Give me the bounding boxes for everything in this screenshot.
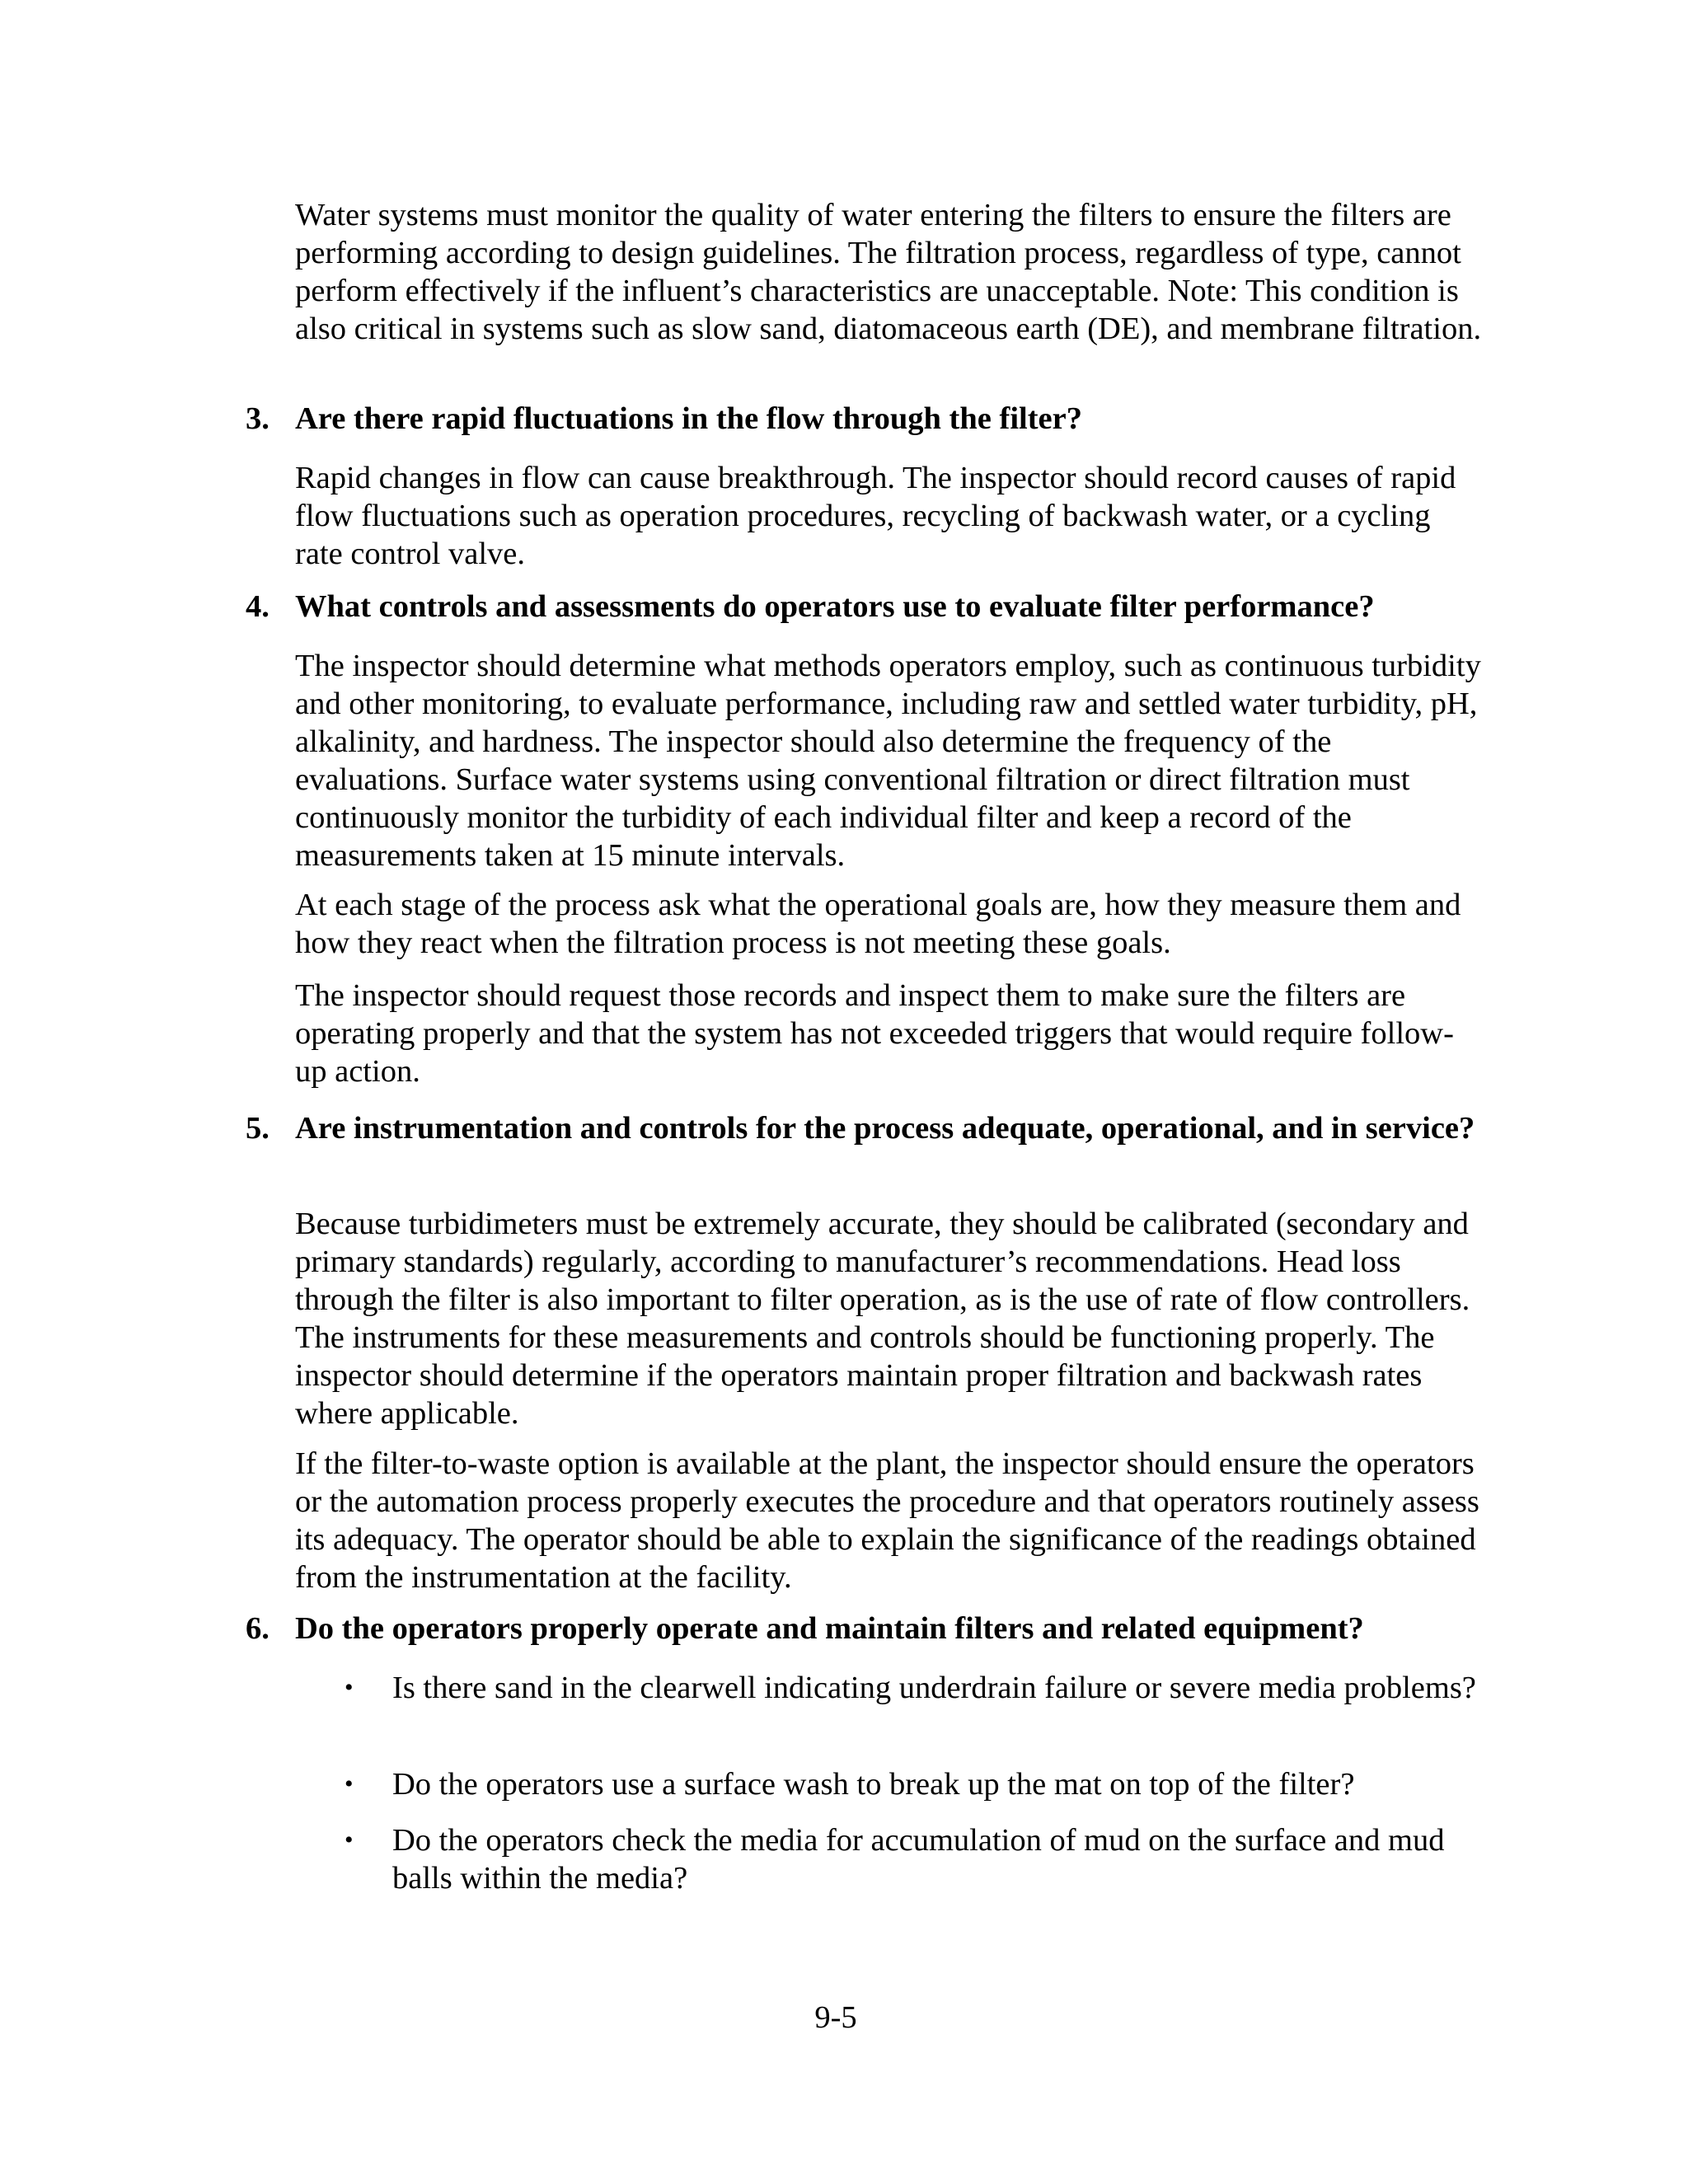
question-text: Do the operators properly operate and maintain filters and related equipment? <box>295 1611 1364 1646</box>
question-6-heading <box>246 1610 1482 1647</box>
list-item-text: Do the operators check the media for accumulation of mud on the surface and mud balls within the media? <box>392 1823 1445 1896</box>
question-4-paragraph-1: The inspector should determine what methods operators employ, such as continuous turbidity and other monitoring, to evaluate performance, including raw and settled water turbidity, pH, alkalinity, and hardness. The inspector should also determine the frequency of the evaluations. Surface water systems using conventional filtration or direct filtration must continuously monitor the turbidity of each individual filter and keep a record of the measurements taken at 15 minute intervals. <box>295 649 1481 873</box>
question-text: Are instrumentation and controls for the process adequate, operational, and in service? <box>295 1111 1475 1146</box>
page-number: 9-5 <box>814 2000 857 2035</box>
question-number: 5. <box>246 1111 270 1146</box>
question-number: 6. <box>246 1611 270 1646</box>
bullet-icon: • <box>345 1826 354 1854</box>
question-number: 3. <box>246 401 270 436</box>
question-text: Are there rapid fluctuations in the flow through the filter? <box>295 401 1082 436</box>
question-4-paragraph-2: At each stage of the process ask what the operational goals are, how they measure them and how they react when the filtration process is not meeting these goals. <box>295 888 1461 960</box>
question-3-paragraph-1: Rapid changes in flow can cause breakthrough. The inspector should record causes of rapid flow fluctuations such as operation procedures, recycling of backwash water, or a cycling rate control valve. <box>295 461 1456 571</box>
list-item-text: Is there sand in the clearwell indicating underdrain failure or severe media problems? <box>392 1671 1476 1705</box>
list-item <box>345 1821 1482 1897</box>
list-item-text: Do the operators use a surface wash to break up the mat on top of the filter? <box>392 1767 1355 1802</box>
question-3-heading <box>246 400 1482 438</box>
question-5-paragraph-2: If the filter-to-waste option is available at the plant, the inspector should ensure the operators or the automation process properly executes the procedure and that operators routinely assess its adequacy. The operator should be able to explain the significance of the readings obtained from the instrumentation at the facility. <box>295 1446 1479 1595</box>
question-4-paragraph-3: The inspector should request those records and inspect them to make sure the filters are operating properly and that the system has not exceeded triggers that would require follow-up action. <box>295 978 1454 1089</box>
question-5-heading <box>246 1109 1482 1147</box>
list-item <box>345 1765 1482 1803</box>
question-text: What controls and assessments do operators use to evaluate filter performance? <box>295 589 1375 624</box>
question-number: 4. <box>246 589 270 624</box>
list-item <box>345 1669 1482 1707</box>
bullet-icon: • <box>345 1770 354 1797</box>
bullet-icon: • <box>345 1674 354 1701</box>
intro-paragraph: Water systems must monitor the quality of water entering the filters to ensure the filters are performing according to design guidelines. The filtration process, regardless of type, cannot perform effectively if the influent’s characteristics are unacceptable. Note: This condition is also critical in systems such as slow sand, diatomaceous earth (DE), and membrane filtration. <box>295 198 1482 346</box>
question-4-heading <box>246 588 1482 626</box>
question-5-paragraph-1: Because turbidimeters must be extremely accurate, they should be calibrated (secondary and primary standards) regularly, according to manufacturer’s recommendations. Head loss through the filter is also important to filter operation, as is the use of rate of flow controllers. The instruments for these measurements and controls should be functioning properly. The inspector should determine if the operators maintain proper filtration and backwash rates where applicable. <box>295 1207 1470 1431</box>
